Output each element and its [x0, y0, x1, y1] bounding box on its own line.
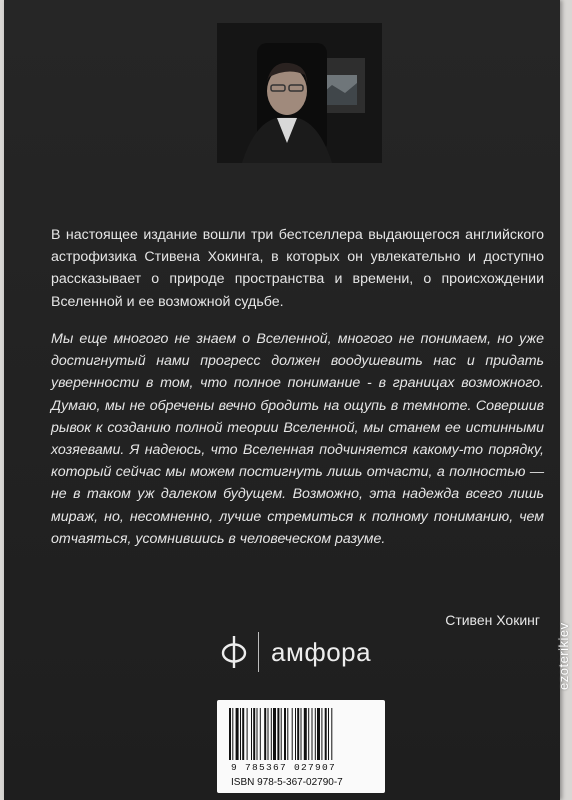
isbn-label	[217, 700, 385, 793]
book-back-cover	[4, 0, 560, 800]
phi-logo-icon	[218, 634, 250, 670]
watermark-text: ezoterikiev	[556, 622, 571, 690]
isbn-number: ISBN 978-5-367-02790-7	[231, 777, 343, 788]
barcode-digits: 9 785367 027907	[231, 762, 337, 773]
publisher-logo	[218, 628, 371, 676]
barcode	[229, 708, 373, 760]
quote-author: Стивен Хокинг	[445, 612, 540, 628]
logo-divider	[258, 632, 259, 672]
intro-paragraph: В настоящее издание вошли три бестселлера выдающегося английского астрофизика Стивена Хокинга, в которых он увлекательно и доступно рассказывает о природе пространства и времени, о происхождении Вселенной и ее возможной судьбе.	[51, 227, 544, 310]
publisher-name: амфора	[271, 636, 372, 667]
author-photo	[217, 23, 382, 163]
quote-paragraph: Мы еще многого не знаем о Вселенной, многого не понимаем, но уже достигнутый нами прогресс должен воодушевить нас и придать уверенности в том, что полное понимание - в границах возможного. Думаю, мы не обречены вечно бродить на ощупь в темноте. Совершив рывок к созданию полной теории Вселенной, мы станем ее истинными хозяевами. Я надеюсь, что Вселенная подчиняется какому-то порядку, который сейчас мы можем постигнуть лишь отчасти, а полностью — не в таком уж далеком будущем. Возможно, эта надежда всего лишь мираж, но, несомненно, лучше стремиться к полному пониманию, чем отчаяться, усомнившись в человеческом разуме.	[51, 331, 544, 547]
